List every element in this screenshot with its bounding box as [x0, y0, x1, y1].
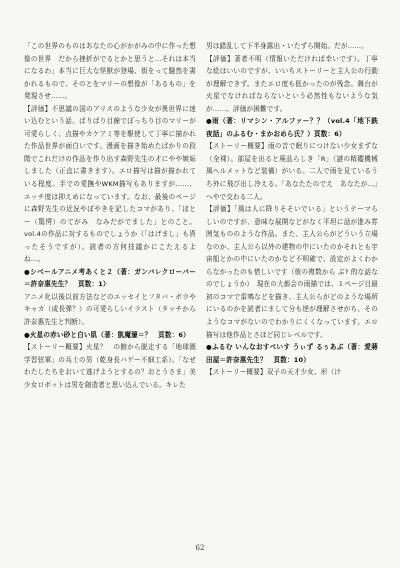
story-paragraph: 【ストーリー概要】火星？ の館から脱走する「地球圏学習弦軍」の兵士の男（乾身長バゲー不細工系）。「なぜわたしたちをおいて逃げようとするの？おとうさま」美少女ロボットは男を創造者と思い込んでいる。キレた [24, 343, 196, 389]
left-column [24, 40, 196, 391]
right-column [206, 40, 378, 379]
review-paragraph: 【評価】著者不明（情報いただければ幸いです）。丁寧な絵はいいのですが、いいちストーリーと主人公の行動が理解できず。またエロ度も低かったのが残念。舞台が火星でなければならないという必然性もないような気が……。評価が困難です。 [206, 54, 378, 113]
page-number: 62 [195, 544, 205, 552]
story-paragraph: 【ストーリー概要】双子の天才少女、形（け [206, 368, 341, 377]
review-paragraph: 【評価】不思議の国のアリスのような少女が異世界に迷い込むという話。ぱりぱり目線でぽっちり目のマリーが可愛らしく、点描やカケアミ等を駆使して丁寧に描かれた作品世界が面白いです。漫画を描き始めたばかりの段階でこれだけの作品を作り出す森野先生の才にやや嫉妬しました（正直に書きます）。エロ描写は描が描かれている程度。手での愛撫やWKM描写もありますが……、エッチ度は抑えめになっています。なお、最後のページに森野先生の近況やぼやきを記したコマがあり、「ほとー（驚愕）のてがみ なみだがでました」とのこと。vol.4の作品に対するものでしょうか（「はげまし」も貰ったそうですが）。読者の方何技議かにこたえるよね…。 [24, 104, 196, 264]
story-paragraph: 【ストーリー概要】雨の音で眠りにつけない少女まずな（全裸）。部屋を出ると廃品らしき「R」（謎の精鑑機械風ヘルメットなど装備）がいる。二人で雨を見ているうち外に飛び出し冷える。「あなたたのでえ あなたが…」へやで交わる二人。 [206, 142, 378, 201]
body-paragraph: 男は錯乱して下半身露出・いたずら開始。だが……。 [206, 42, 368, 50]
article-heading: ●雨（著：リマシン・アルファー？？（vol.4「地下鉄夜話」のふるむ・まかおめら氏？）頁数：6） [206, 117, 378, 138]
article-heading: ●ふるむ いんなおすぺいす うぃず るぅあぶ（著：愛蔣田屋＝許奈惠先生？ 頁数：10） [206, 343, 378, 364]
body-paragraph: アニメ化以後以前方法などのエッセイとフタバ・ボウやキャカ（成長弾？）の可愛らしいイラスト（タッチから許奈惠先生と判断）。 [24, 292, 196, 327]
article-heading: ●シベールアニメ考あくと２（著：ガンバレクローバー＝許奈惠先生？ 頁数：1） [24, 267, 196, 289]
review-paragraph: 【評価】「風は人に降りそそいでいる」というテーマらしいのですが、意味な展開などがなく平坦に話が進み雰囲気もののような作品。また、主人公らがどういう立場なのか、主人公ら以外の建物の中にいたのかそれとも宇宙船とかの中にいたのかなど不明確で、設定がよくわからなかったのも惜しいです（彼の複数から ぶ? 的な話なのでしょうか） 現在の大都会の雨描では、１ページ目最初のコマで雷鳴などを描き、主人公らがどのような場所にいるのかを読者にまして分も逆が理解させがち、そのようなコマがないのでわかりにくくなっています。エロ描写は他作品とさほど同じレベルです。 [206, 205, 379, 339]
story-paragraph: 「この世界のものはあなたの心がかがみの中に作った想像の世界 だから挫折がでるとかと思うと…それは本当になるわ」本当に巨大な怪獣が登場、街をって騒然を書かれるもので、そのとをマリーの想像が「あるもの」を発現させ……。 [24, 42, 196, 101]
article-heading: ●火星の赤い砂と白い肌（著：凱魔濠＝？ 頁数：6） [24, 330, 190, 339]
